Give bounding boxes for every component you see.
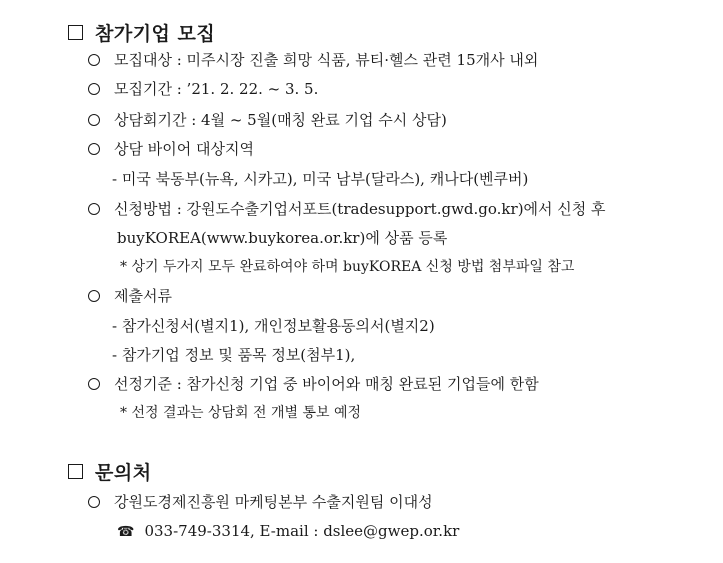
section-title-text: 문의처: [95, 462, 152, 484]
item-text: 모집기간 : ’21. 2. 22. ~ 3. 5.: [114, 80, 319, 98]
circle-bullet-icon: [88, 203, 100, 215]
circle-bullet-icon: [88, 54, 100, 66]
item-apply-method: [88, 199, 606, 219]
item-text: 상담회기간 : 4월 ~ 5월(매칭 완료 기업 수시 상담): [114, 111, 447, 129]
item-text: 제출서류: [114, 287, 172, 305]
region-detail-line: - 미국 북동부(뉴욕, 시카고), 미국 남부(달라스), 캐나다(벤쿠버): [112, 170, 529, 188]
item-buyer-region: [88, 139, 254, 159]
circle-bullet-icon: [88, 496, 100, 508]
phone-email-text: 033-749-3314, E-mail : dslee@gwep.or.kr: [144, 522, 460, 540]
document-line: - 참가기업 정보 및 품목 정보(첨부1),: [112, 346, 356, 364]
circle-bullet-icon: [88, 83, 100, 95]
circle-bullet-icon: [88, 114, 100, 126]
item-text: 신청방법 : 강원도수출기업서포트(tradesupport.gwd.go.kr)에서 신청 후: [114, 200, 606, 218]
phone-email-line: [117, 521, 459, 542]
item-text: 강원도경제진흥원 마케팅본부 수출지원팀 이대성: [114, 493, 433, 511]
section-title-text: 참가기업 모집: [95, 23, 216, 45]
item-period: [88, 79, 318, 99]
circle-bullet-icon: [88, 143, 100, 155]
apply-note: * 상기 두가지 모두 완료하여야 하며 buyKOREA 신청 방법 첨부파일 참고: [120, 259, 575, 275]
item-text: 선정기준 : 참가신청 기업 중 바이어와 매칭 완료된 기업들에 한함: [114, 375, 539, 393]
circle-bullet-icon: [88, 290, 100, 302]
section-title-contact: [68, 458, 152, 485]
phone-icon: ☎: [117, 524, 135, 540]
circle-bullet-icon: [88, 378, 100, 390]
document-line: - 참가신청서(별지1), 개인정보활용동의서(별지2): [112, 317, 435, 335]
item-target: [88, 50, 538, 70]
item-text: 상담 바이어 대상지역: [114, 140, 254, 158]
checkbox-square-icon: [68, 464, 83, 479]
section-title-recruitment: [68, 19, 215, 46]
item-documents: [88, 286, 172, 306]
item-selection-criteria: [88, 374, 539, 394]
checkbox-square-icon: [68, 25, 83, 40]
selection-note: * 선정 결과는 상담회 전 개별 통보 예정: [120, 405, 362, 421]
item-consult-period: [88, 110, 447, 130]
item-contact: [88, 492, 433, 512]
apply-method-continuation: buyKOREA(www.buykorea.or.kr)에 상품 등록: [117, 229, 448, 247]
item-text: 모집대상 : 미주시장 진출 희망 식품, 뷰티·헬스 관련 15개사 내외: [114, 51, 539, 69]
